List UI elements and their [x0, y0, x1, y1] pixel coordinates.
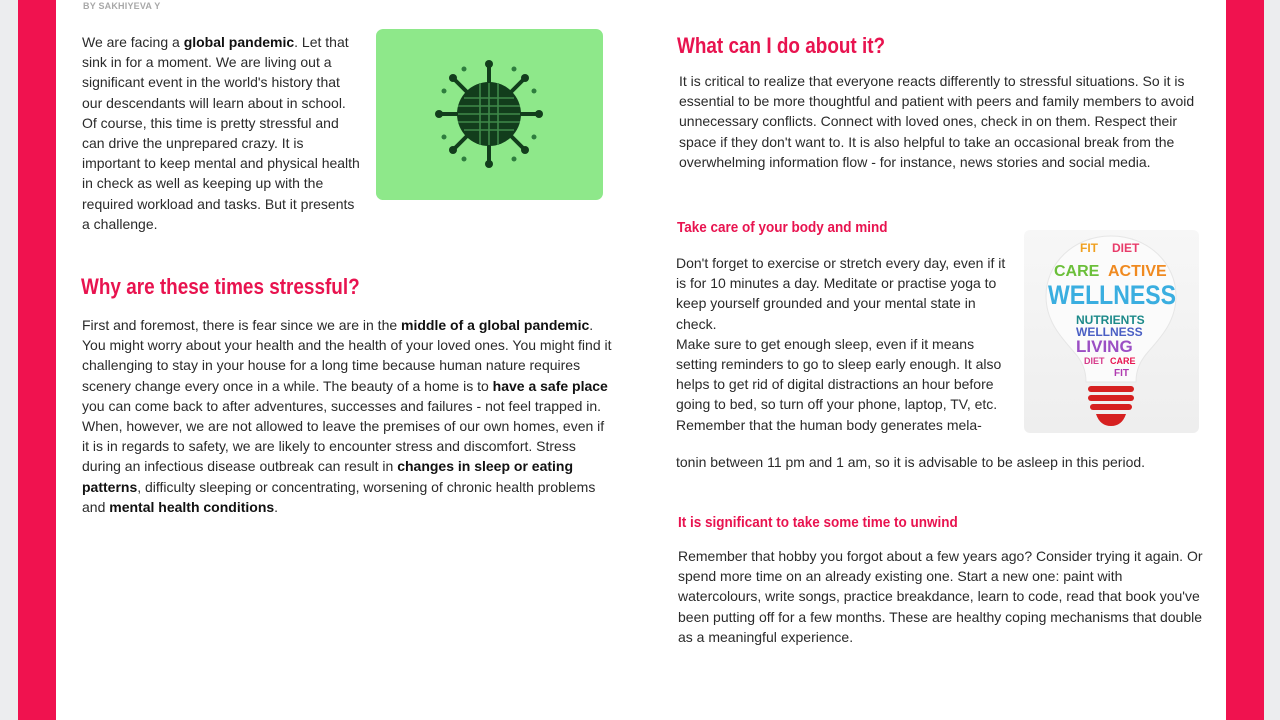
left-margin	[0, 0, 18, 720]
right-margin	[1264, 0, 1280, 720]
why-heading: Why are these times stressful?	[81, 274, 360, 299]
care-text-1: Don't forget to exercise or stretch every day, even if it is for 10 minutes a day. Meditate or practise yoga to keep yourself grounded and your mental state in check.	[676, 255, 1006, 332]
author-byline: BY SAKHIYEVA Y	[83, 1, 161, 11]
care-text-3: tonin between 11 pm and 1 am, so it is advisable to be asleep in this period.	[676, 454, 1146, 470]
why-bold-1: middle of a global pandemic	[401, 317, 590, 333]
care-heading: Take care of your body and mind	[677, 219, 888, 236]
why-bold-3: changes in sleep or eating patterns	[82, 458, 574, 495]
virus-illustration	[376, 29, 603, 200]
bulb-word-4: ACTIVE	[1108, 263, 1167, 280]
intro-paragraph	[82, 32, 364, 234]
virus-icon	[434, 59, 544, 169]
bulb-word-1: FIT	[1080, 241, 1098, 255]
why-text-5: .	[274, 498, 279, 515]
care-paragraph	[676, 253, 1014, 435]
intro-text-1: We are facing a	[82, 34, 184, 50]
bulb-word-6: NUTRIENTS	[1076, 313, 1145, 327]
unwind-heading: It is significant to take some time to unwind	[678, 514, 958, 531]
bulb-word-9: DIET	[1084, 356, 1105, 366]
intro-text-2: . Let that sink in for a moment. We are living out a significant event in the world's history that our descendants will learn about in school. Of course, this time is pretty stressful and can drive the unprepared crazy. It is important to keep mental and physical health in check as well as keeping up with the required workload and tasks. But it presents a challenge.	[82, 34, 360, 232]
right-accent-band	[1226, 0, 1264, 720]
what-heading: What can I do about it?	[677, 33, 886, 58]
why-text-2: . You might worry about your health and the health of your loved ones. You might find it challenging to stay in your house for a long time because human nature requires scenery change every once in a while. The beauty of a home is to	[82, 317, 612, 394]
why-bold-2: have a safe place	[492, 377, 608, 394]
bulb-word-8: LIVING	[1076, 337, 1133, 356]
bulb-word-2: DIET	[1112, 241, 1140, 255]
bulb-word-11: FIT	[1114, 368, 1129, 379]
bulb-word-7: WELLNESS	[1076, 325, 1143, 339]
why-text-4: , difficulty sleeping or concentrating, worsening of chronic health problems and	[82, 478, 596, 515]
wellness-lightbulb-image	[1024, 230, 1199, 433]
bulb-word-5: WELLNESS	[1048, 280, 1176, 310]
why-bold-4: mental health conditions	[109, 498, 275, 515]
why-text-1: First and foremost, there is fear since we are in the	[82, 317, 402, 333]
bulb-word-10: CARE	[1110, 356, 1136, 366]
bulb-word-3: CARE	[1054, 263, 1100, 280]
wellness-lightbulb-icon	[1024, 230, 1199, 433]
left-accent-band	[18, 0, 56, 720]
why-text-3: you can come back to after adventures, successes and failures - not feel trapped in. When, however, we are not allowed to leave the premises of our own homes, even if it is in regards to safety, we are likely to encounter stress and discomfort. Stress during an infectious disease outbreak can result in	[82, 397, 605, 475]
unwind-paragraph: Remember that hobby you forgot about a few years ago? Consider trying it again. Or spend more time on an already existing one. Start a new one: paint with watercolours, write songs, practice breakdance, learn to code, read that book you've been putting off for a few months. These are healthy coping mechanisms that double as a meaningful experience.	[678, 548, 1203, 645]
intro-bold-1: global pandemic	[183, 34, 295, 50]
care-text-2: Make sure to get enough sleep, even if it means setting reminders to go to sleep early enough. It also helps to get rid of digital distractions an hour before going to bed, so turn off your phone, laptop, TV, etc. Remember that the human body generates mela-	[676, 335, 1002, 433]
why-paragraph	[82, 315, 612, 517]
what-paragraph: It is critical to realize that everyone reacts differently to stressful situations. So it is essential to be more thoughtful and patient with peers and family members to avoid unnecessary conflicts. Connect with loved ones, check in on them. Respect their space if they don't want to. It is also helpful to take an occasional break from the overwhelming information flow - for instance, news stories and social media.	[679, 73, 1195, 170]
